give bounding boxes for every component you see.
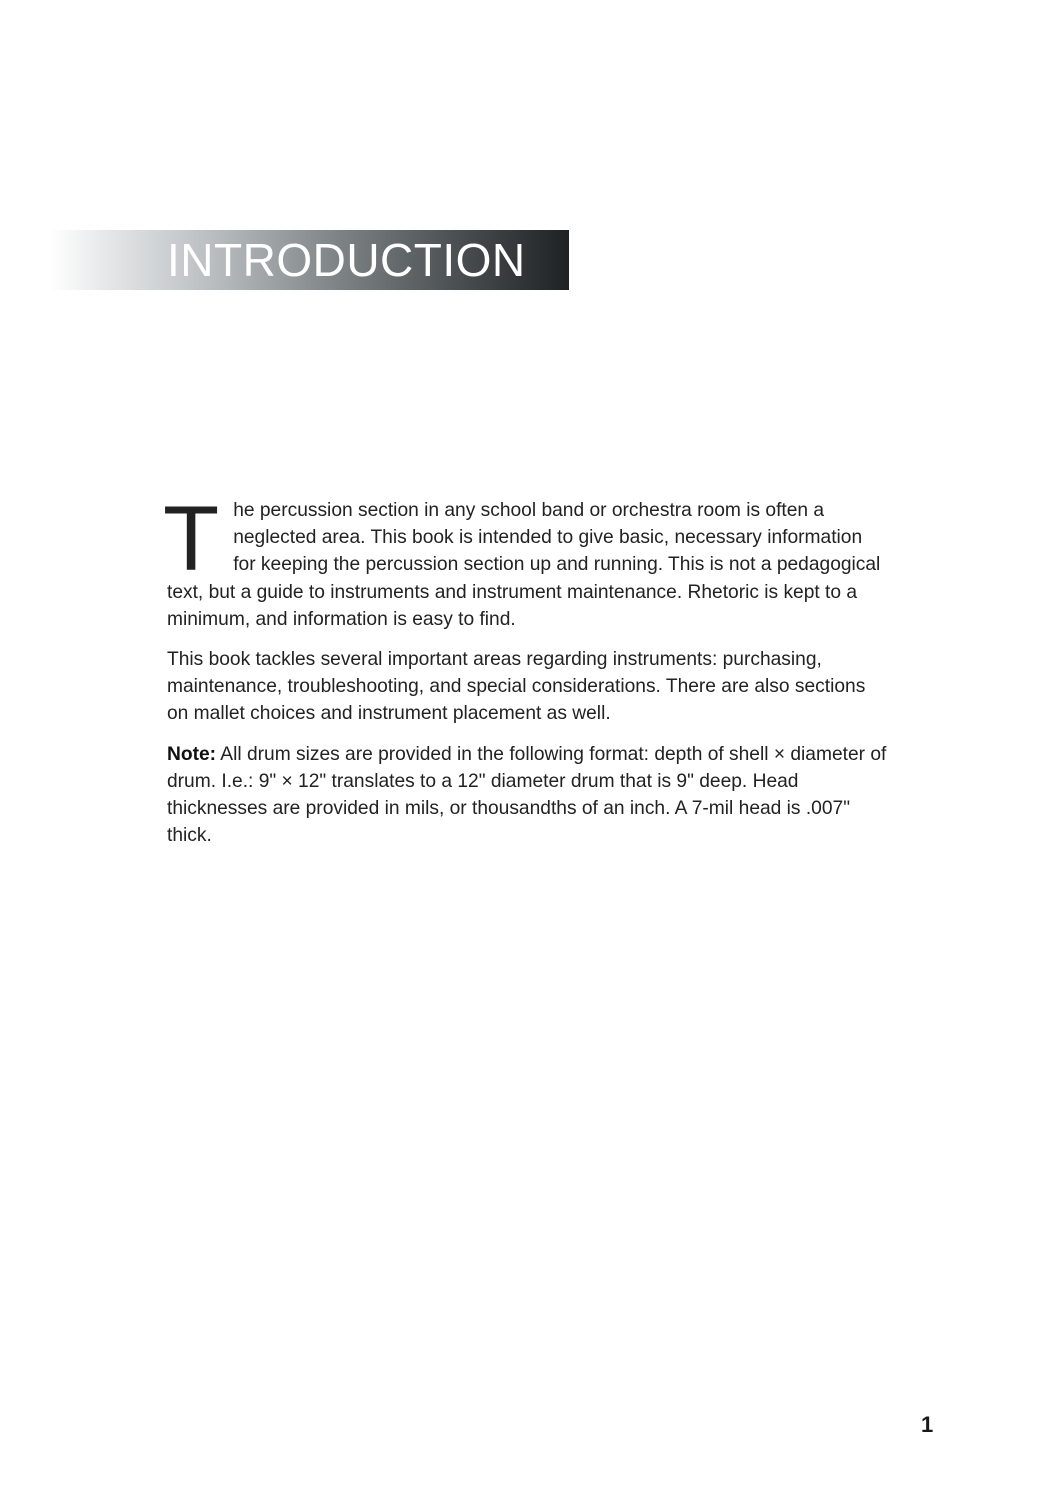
intro-paragraph <box>163 488 887 633</box>
intro-paragraph-text: he percussion section in any school band or orchestra room is often a neglected area. This book is intended to give basic, necessary information for keeping the percussion section up and running. This is not a pedagogical text, but a guide to instruments and instrument maintenance. Rhetoric is kept to a minimum, and information is easy to find. <box>167 500 881 630</box>
body-text <box>163 488 887 862</box>
page-number: 1 <box>921 1412 934 1437</box>
note-text: All drum sizes are provided in the following format: depth of shell × diameter of drum. I.e.: 9" × 12" translates to a 12" diameter drum that is 9" deep. Head thicknesses are provided in mils, or thousandths of an inch. A 7-mil head is .007" thick. <box>167 743 887 847</box>
note-label: Note: <box>167 743 217 765</box>
note-paragraph <box>167 741 887 850</box>
chapter-title-bar <box>50 230 569 290</box>
drop-cap: T <box>163 488 220 590</box>
chapter-title: INTRODUCTION <box>167 234 526 286</box>
topics-paragraph: This book tackles several important areas regarding instruments: purchasing, maintenance, troubleshooting, and special considerations. There are also sections on mallet choices and instrument placement as well. <box>167 649 866 725</box>
